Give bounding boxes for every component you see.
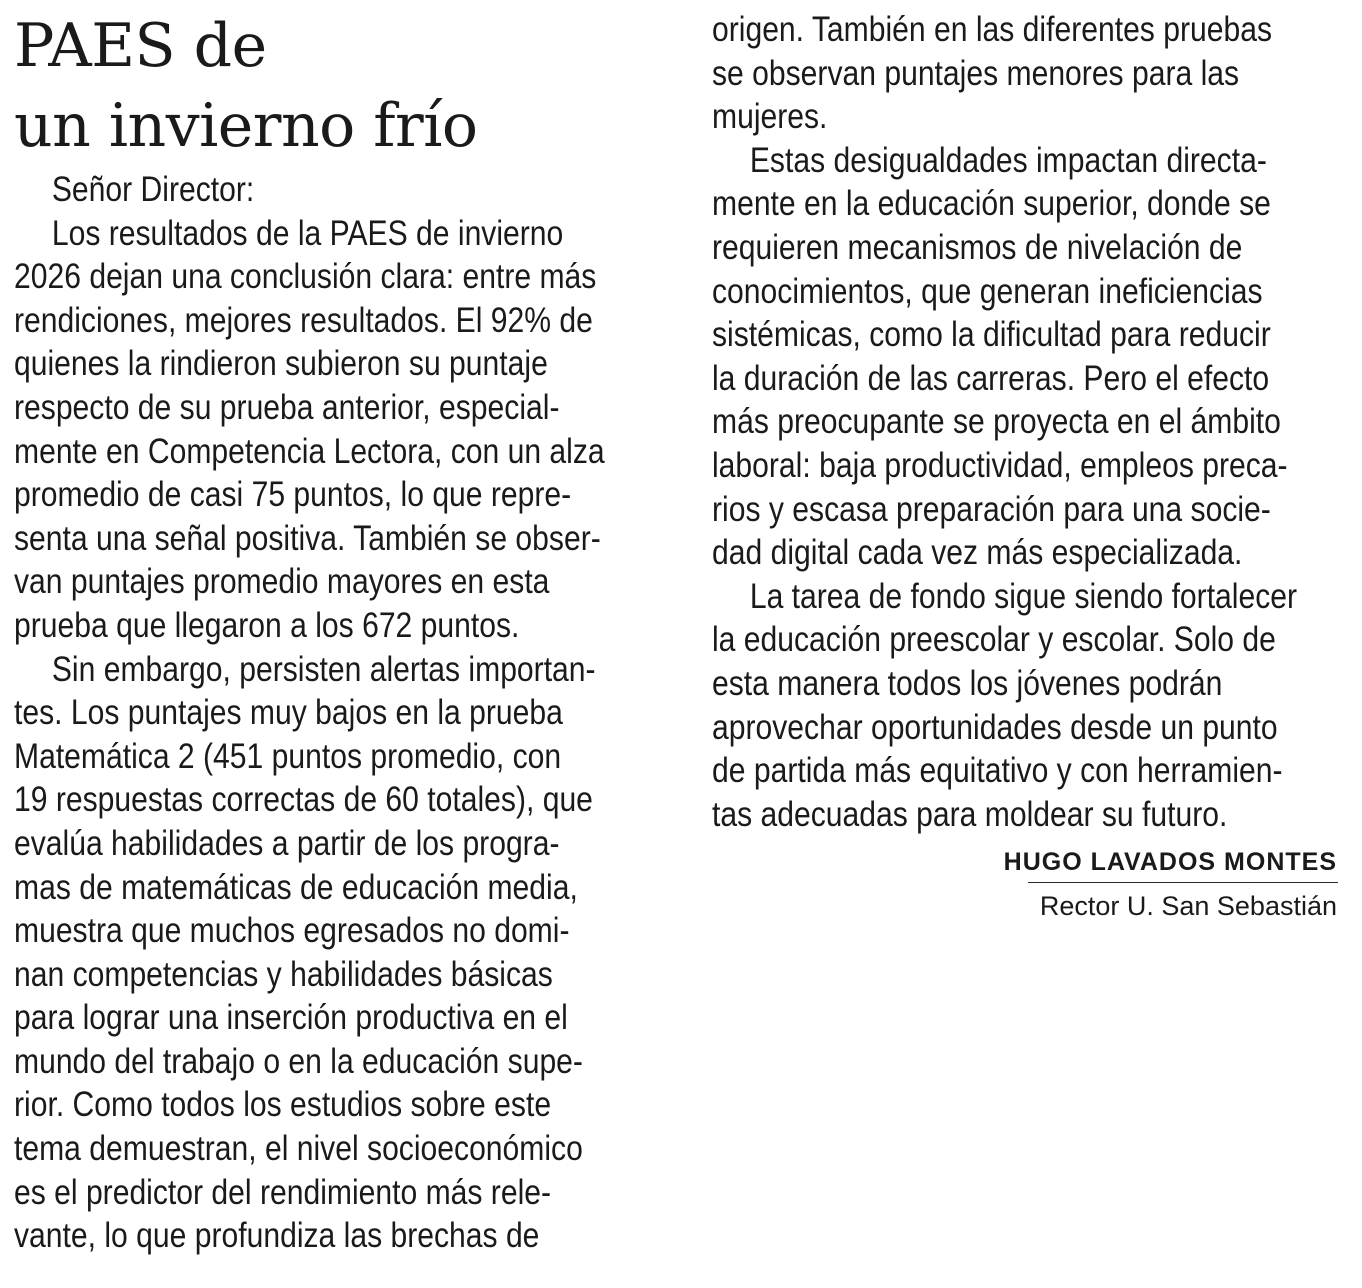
text-line: la educación preescolar y escolar. Solo de xyxy=(712,620,1276,660)
text-line: requieren mecanismos de nivelación de xyxy=(712,227,1243,267)
text-line: mujeres. xyxy=(712,97,828,137)
text-line: nan competencias y habilidades básicas xyxy=(14,954,553,994)
text-line: para lograr una inserción productiva en el xyxy=(14,998,568,1038)
headline-line-1: PAES de xyxy=(14,11,267,81)
text-line: Los resultados de la PAES de invierno xyxy=(51,213,564,253)
text-line: rios y escasa preparación para una socie- xyxy=(712,489,1271,529)
text-line: senta una señal positiva. También se obser- xyxy=(14,518,601,558)
signature-title: Rector U. San Sebastián xyxy=(1039,891,1337,921)
text-line: 19 respuestas correctas de 60 totales), que xyxy=(14,780,593,820)
headline xyxy=(14,6,674,166)
text-line: aprovechar oportunidades desde un punto xyxy=(712,707,1278,747)
text-line: promedio de casi 75 puntos, lo que repre- xyxy=(14,475,572,515)
text-line: Sin embargo, persisten alertas importan- xyxy=(51,649,596,689)
text-line: origen. También en las diferentes pruebas xyxy=(712,10,1273,49)
text-line: mente en la educación superior, donde se xyxy=(712,184,1271,224)
text-line: mundo del trabajo o en la educación supe- xyxy=(14,1041,583,1081)
text-line: de partida más equitativo y con herramien- xyxy=(712,751,1283,791)
text-line: tes. Los puntajes muy bajos en la prueba xyxy=(14,693,563,733)
text-line: Matemática 2 (451 puntos promedio, con xyxy=(14,736,562,776)
text-line: Estas desigualdades impactan directa- xyxy=(749,140,1267,180)
text-line: se observan puntajes menores para las xyxy=(712,53,1240,93)
text-line: 2026 dejan una conclusión clara: entre más xyxy=(14,257,597,297)
text-line: muestra que muchos egresados no domi- xyxy=(14,911,570,951)
signature-divider xyxy=(1028,882,1338,883)
text-line: mas de matemáticas de educación media, xyxy=(14,867,578,907)
text-line: vante, lo que profundiza las brechas de xyxy=(14,1216,540,1256)
text-line: tas adecuadas para moldear su futuro. xyxy=(712,794,1228,834)
text-line: laboral: baja productividad, empleos preca- xyxy=(712,445,1288,485)
text-line: es el predictor del rendimiento más rele- xyxy=(14,1172,552,1212)
text-line: rior. Como todos los estudios sobre este xyxy=(14,1085,552,1125)
text-line: dad digital cada vez más especializada. xyxy=(712,533,1243,573)
text-line: Señor Director: xyxy=(51,170,255,209)
text-line: esta manera todos los jóvenes podrán xyxy=(712,663,1223,703)
text-line: más preocupante se proyecta en el ámbito xyxy=(712,402,1281,442)
text-line: La tarea de fondo sigue siendo fortalecer xyxy=(749,576,1298,616)
right-text-column xyxy=(712,8,1352,836)
text-line: van puntajes promedio mayores en esta xyxy=(14,562,550,602)
text-line: tema demuestran, el nivel socioeconómico xyxy=(14,1129,583,1169)
text-line: respecto de su prueba anterior, especial- xyxy=(14,387,560,427)
text-line: quienes la rindieron subieron su puntaje xyxy=(14,344,548,384)
signature-name: HUGO LAVADOS MONTES xyxy=(1003,848,1337,876)
headline-line-2: un invierno frío xyxy=(14,91,478,161)
text-line: evalúa habilidades a partir de los progra- xyxy=(14,823,560,863)
left-text-column xyxy=(14,168,664,1258)
text-line: sistémicas, como la dificultad para reducir xyxy=(712,315,1271,355)
text-line: conocimientos, que generan ineficiencias xyxy=(712,271,1263,311)
text-line: la duración de las carreras. Pero el efecto xyxy=(712,358,1270,398)
text-line: mente en Competencia Lectora, con un alza xyxy=(14,431,605,471)
text-line: rendiciones, mejores resultados. El 92% de xyxy=(14,300,593,340)
text-line: prueba que llegaron a los 672 puntos. xyxy=(14,605,520,645)
